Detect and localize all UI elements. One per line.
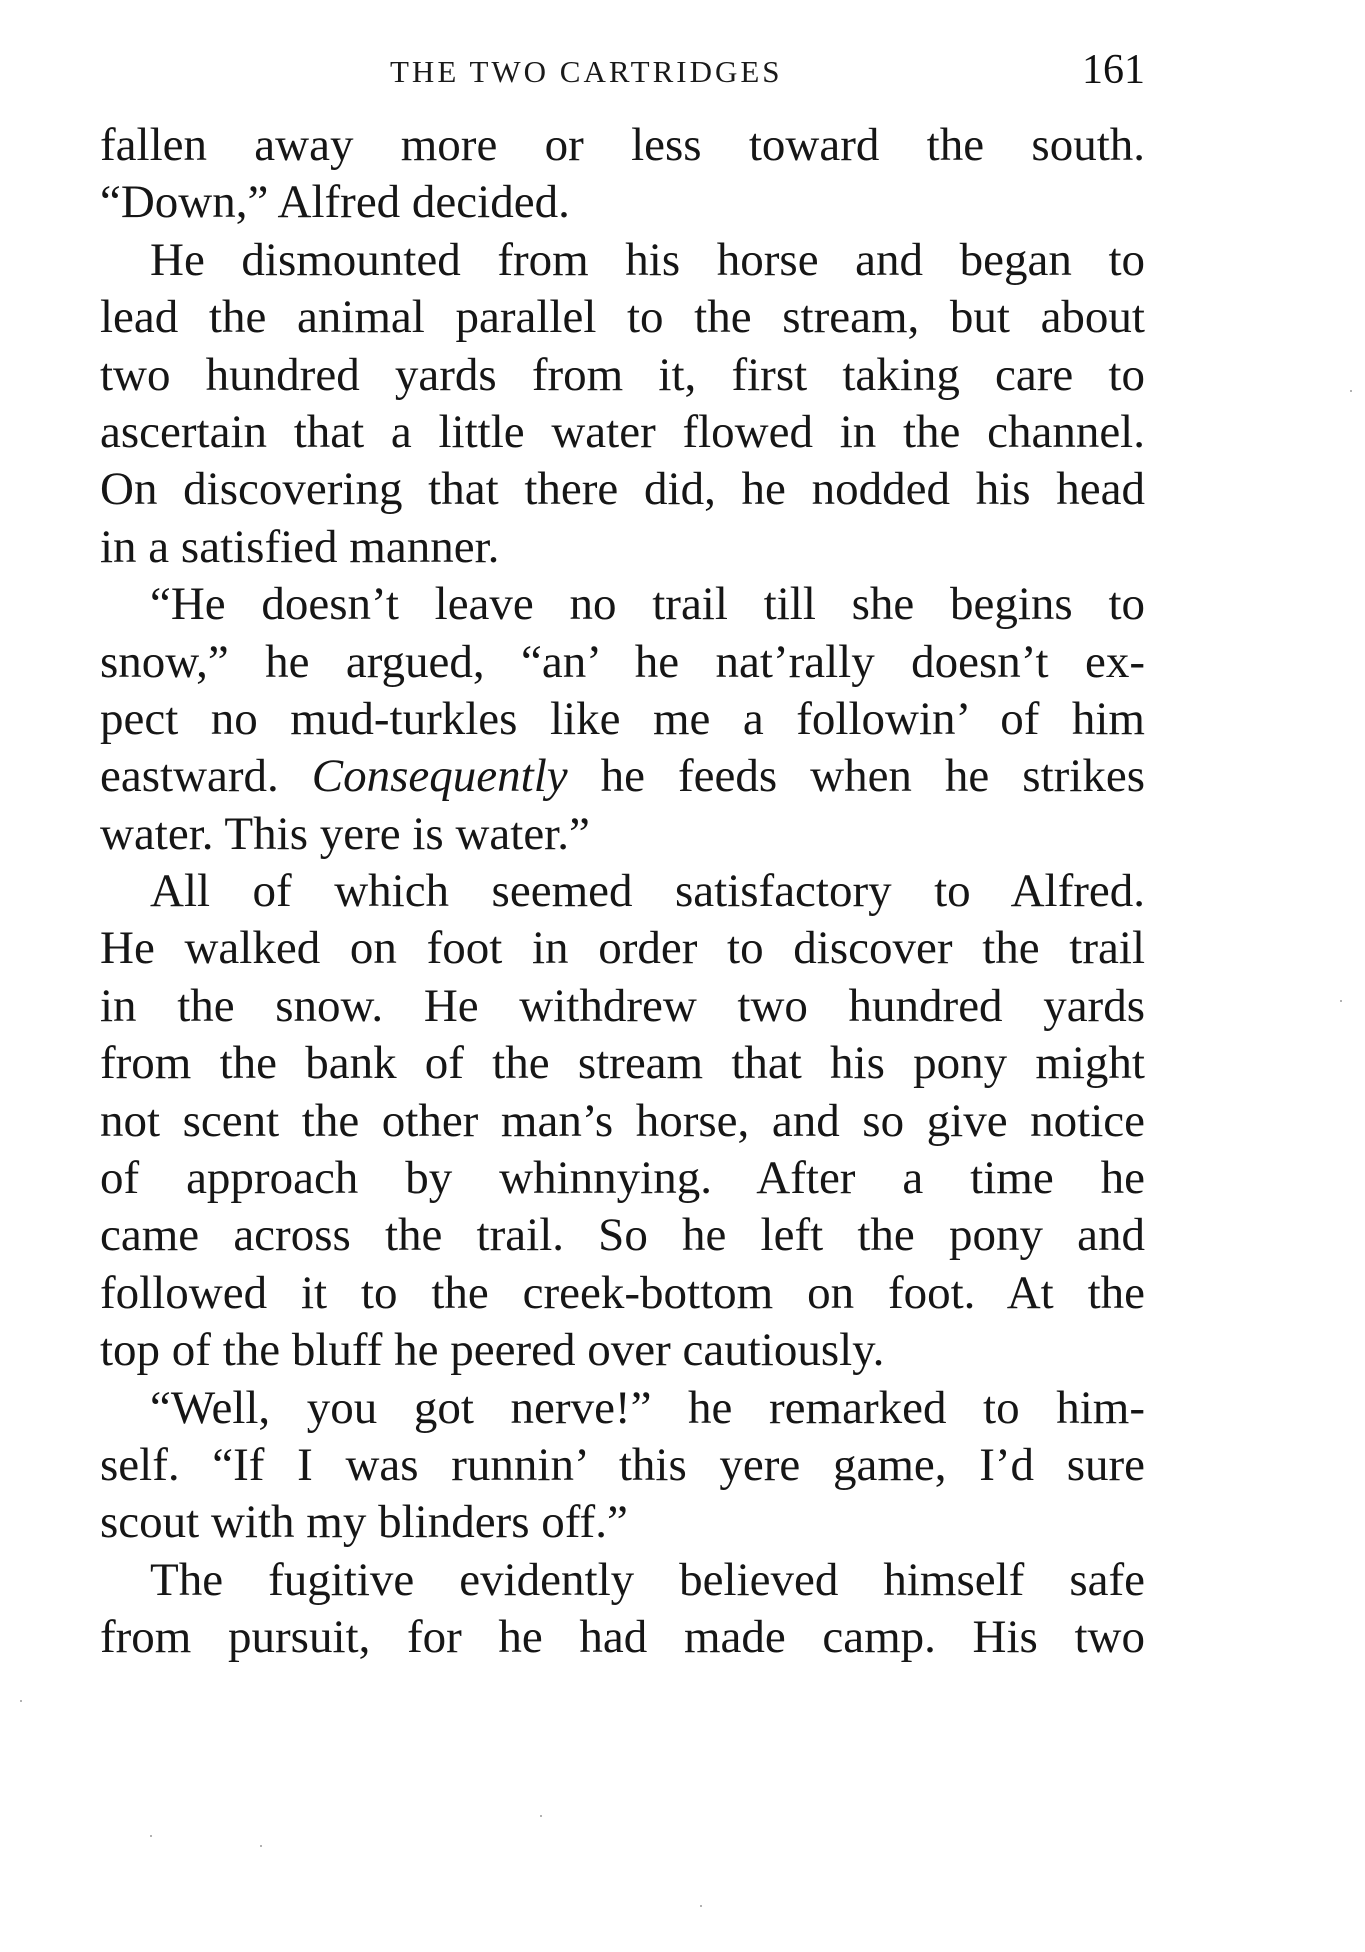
text-line: All of which seemed satisfactory to Alfred.: [150, 865, 1145, 918]
text-line: followed it to the creek-bottom on foot. At the: [100, 1266, 1145, 1319]
text-line: He dismounted from his horse and began to: [150, 233, 1145, 286]
text-line: lead the animal parallel to the stream, but about: [100, 291, 1145, 344]
text-line: water. This yere is water.”: [100, 807, 590, 860]
text-segment: he feeds when he strikes: [567, 750, 1145, 803]
text-line: On discovering that there did, he nodded his head: [100, 463, 1145, 516]
text-line: in a satisfied manner.: [100, 520, 500, 573]
text-line: in the snow. He withdrew two hundred yards: [100, 979, 1145, 1032]
running-title: THE TWO CARTRIDGES: [390, 54, 783, 89]
text-line: scout with my blinders off.”: [100, 1496, 628, 1549]
text-line: He walked on foot in order to discover the trail: [100, 922, 1145, 975]
paper-speck: [1350, 390, 1352, 392]
body-text: [100, 117, 1145, 1667]
italic-word: Consequently: [311, 750, 568, 803]
text-segment: eastward.: [100, 750, 312, 803]
text-line: self. “If I was runnin’ this yere game, I’d sure: [100, 1438, 1145, 1491]
text-line: of approach by whinnying. After a time he: [100, 1152, 1145, 1205]
text-line: came across the trail. So he left the pony and: [100, 1209, 1145, 1262]
paper-speck: [20, 1700, 22, 1702]
text-line: from pursuit, for he had made camp. His two: [100, 1611, 1145, 1664]
text-line: [100, 748, 1145, 805]
text-line: ascertain that a little water flowed in the channel.: [100, 405, 1145, 458]
text-line: “He doesn’t leave no trail till she begins to: [150, 578, 1145, 631]
text-line: not scent the other man’s horse, and so give notice: [100, 1094, 1145, 1147]
text-line: snow,” he argued, “an’ he nat’rally doesn’t ex-: [100, 635, 1145, 688]
paper-speck: [260, 1845, 262, 1847]
text-line: fallen away more or less toward the south.: [100, 119, 1145, 171]
text-line: “Well, you got nerve!” he remarked to him-: [150, 1381, 1145, 1434]
page-number: 161: [1082, 47, 1145, 93]
text-line: two hundred yards from it, first taking care to: [100, 348, 1145, 401]
paper-speck: [540, 1815, 542, 1817]
paper-speck: [700, 1905, 702, 1907]
paper-speck: [150, 1835, 152, 1837]
text-line: top of the bluff he peered over cautiously.: [100, 1324, 885, 1377]
running-head: [100, 48, 1145, 98]
text-line: from the bank of the stream that his pony might: [100, 1037, 1145, 1090]
text-line: pect no mud-turkles like me a followin’ of him: [100, 692, 1145, 745]
paper-speck: [1340, 1000, 1342, 1002]
text-line: “Down,” Alfred decided.: [100, 176, 570, 229]
text-line: The fugitive evidently believed himself safe: [150, 1553, 1145, 1606]
